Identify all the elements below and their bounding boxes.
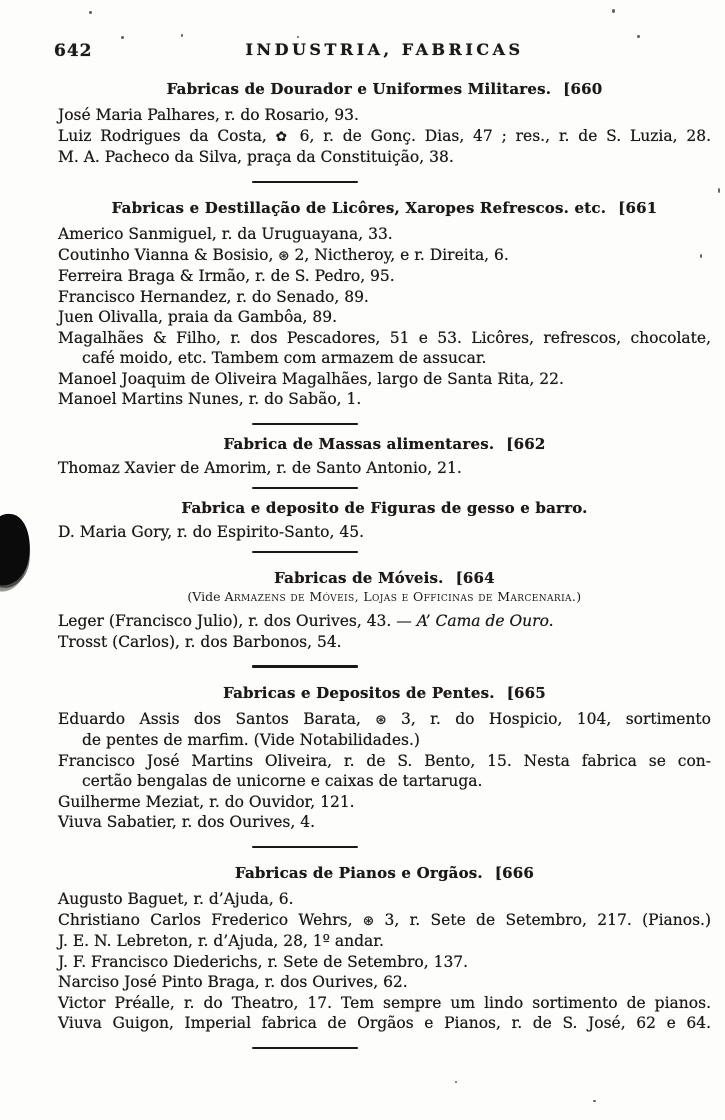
directory-entry bbox=[58, 952, 711, 973]
section-divider bbox=[252, 423, 358, 426]
entry-line bbox=[58, 812, 711, 833]
entry-line bbox=[58, 993, 711, 1014]
text-segment: José Maria Palhares, r. do Rosario, 93. bbox=[58, 106, 359, 124]
scan-speck bbox=[121, 36, 124, 39]
scan-speck bbox=[637, 35, 640, 38]
directory-entry bbox=[58, 224, 711, 245]
entry-line bbox=[58, 632, 711, 653]
masthead bbox=[54, 40, 711, 64]
text-segment: J. F. Francisco Diederichs, r. Sete de Setembro, 137. bbox=[58, 952, 469, 971]
text-segment: — A’ Cama de Ouro. bbox=[396, 612, 554, 630]
entry-line bbox=[58, 730, 711, 751]
section-ref-number: [666 bbox=[494, 864, 535, 882]
text-segment: Manoel Joaquim de Oliveira Magalhães, largo de Santa Rita, 22. bbox=[58, 369, 564, 388]
text-segment: Coutinho Vianna & Bosisio, bbox=[58, 245, 279, 264]
directory-entry bbox=[58, 972, 711, 993]
text-segment: Magalhães & Filho, r. dos Pescadores, 51 e 53. Licôres, refrescos, chocolate, bbox=[58, 328, 711, 347]
scan-speck bbox=[593, 1100, 596, 1102]
text-segment: Manoel Martins Nunes, r. do Sabão, 1. bbox=[58, 390, 362, 408]
entry-line bbox=[58, 709, 711, 731]
section-divider bbox=[252, 181, 358, 184]
section-title: Fabrica de Massas alimentares. bbox=[223, 435, 495, 453]
text-segment: Trosst (Carlos), r. dos Barbonos, 54. bbox=[58, 632, 342, 651]
section-title: Fabricas e Depositos de Pentes. bbox=[223, 683, 495, 702]
text-segment: café moido, etc. Tambem com armazem de assucar. bbox=[82, 349, 487, 367]
entry-line bbox=[58, 287, 711, 308]
entry-line bbox=[58, 147, 711, 168]
entry-line bbox=[58, 910, 711, 932]
directory-entry bbox=[58, 369, 711, 390]
section-note-caps: Armazens de Móveis, Lojas e Officinas de Marcenaria.) bbox=[224, 589, 582, 604]
directory-entry bbox=[58, 389, 711, 410]
entry-line bbox=[58, 458, 711, 479]
directory-entry bbox=[58, 458, 711, 479]
text-segment: Guilherme Meziat, r. do Ouvidor, 121. bbox=[58, 792, 355, 811]
text-segment: Juen Olivalla, praia da Gambôa, 89. bbox=[58, 308, 338, 326]
section-heading bbox=[58, 199, 711, 217]
entry-line bbox=[58, 931, 711, 952]
directory-section bbox=[58, 199, 711, 425]
entry-line bbox=[58, 266, 711, 287]
section-divider bbox=[252, 551, 358, 554]
text-segment: Christiano Carlos Frederico Wehrs, bbox=[58, 910, 363, 929]
text-segment: 3, r. Sete de Setembro, 217. (Pianos.) bbox=[374, 910, 712, 929]
text-segment: Ferreira Braga & Irmão, r. de S. Pedro, 95. bbox=[58, 267, 395, 285]
directory-section bbox=[58, 80, 711, 183]
section-entries bbox=[58, 611, 711, 652]
section-entries bbox=[58, 458, 711, 479]
section-heading bbox=[58, 80, 711, 98]
entry-line bbox=[58, 952, 711, 973]
text-segment: Francisco José Martins Oliveira, r. de S. Bento, 15. Nesta fabrica se con- bbox=[58, 751, 711, 770]
scan-speck bbox=[181, 34, 183, 37]
text-segment: Thomaz Xavier de Amorim, r. de Santo Antonio, 21. bbox=[58, 459, 462, 477]
entry-line bbox=[58, 328, 711, 349]
text-segment: de pentes de marfim. (Vide Notabilidades.) bbox=[82, 731, 420, 749]
section-divider bbox=[252, 1047, 358, 1050]
directory-entry bbox=[58, 147, 711, 168]
section-heading bbox=[58, 435, 711, 453]
section-ref-number: [660 bbox=[563, 80, 603, 98]
text-segment: 2, Nictheroy, e r. Direita, 6. bbox=[289, 245, 509, 264]
entry-line bbox=[58, 792, 711, 813]
entry-line bbox=[58, 224, 711, 245]
entry-line bbox=[58, 972, 711, 993]
directory-entry bbox=[58, 126, 711, 148]
entry-line bbox=[58, 307, 711, 328]
directory-section bbox=[58, 864, 711, 1049]
text-segment: Francisco Hernandez, r. do Senado, 89. bbox=[58, 287, 369, 306]
section-title: Fabricas de Pianos e Orgãos. bbox=[234, 864, 483, 882]
sections bbox=[58, 80, 711, 1049]
entry-line bbox=[58, 126, 711, 148]
directory-section bbox=[58, 499, 711, 553]
section-ref-number: [662 bbox=[506, 435, 546, 453]
directory-entry bbox=[58, 792, 711, 813]
scan-speck bbox=[700, 254, 702, 258]
text-segment: Americo Sanmiguel, r. da Uruguayana, 33. bbox=[58, 225, 393, 243]
text-segment: Narciso José Pinto Braga, r. dos Ourives, 62. bbox=[58, 973, 408, 991]
entry-line bbox=[58, 369, 711, 390]
entry-line bbox=[58, 245, 711, 267]
section-title: Fabricas de Móveis. bbox=[274, 569, 444, 587]
entry-line bbox=[58, 751, 711, 772]
section-note-lead: (Vide bbox=[187, 589, 225, 604]
section-title: Fabricas de Dourador e Uniformes Militares. bbox=[166, 80, 552, 98]
entry-line bbox=[58, 611, 711, 632]
rosette-ornament-icon: ✿ bbox=[275, 128, 291, 145]
entry-line bbox=[58, 889, 711, 910]
section-entries bbox=[58, 522, 711, 543]
directory-entry bbox=[58, 910, 711, 932]
directory-section bbox=[58, 435, 711, 489]
text-segment: Luiz Rodrigues da Costa, bbox=[58, 126, 276, 145]
section-ref-number: [664 bbox=[455, 569, 495, 587]
scan-speck bbox=[718, 188, 720, 193]
entry-line bbox=[58, 105, 711, 126]
section-entries bbox=[58, 105, 711, 168]
directory-entry bbox=[58, 1013, 711, 1034]
section-divider bbox=[252, 487, 358, 490]
directory-section bbox=[58, 684, 711, 849]
directory-section bbox=[58, 569, 711, 668]
directory-entry bbox=[58, 993, 711, 1014]
text-segment: M. A. Pacheco da Silva, praça da Constituição, 38. bbox=[58, 148, 454, 166]
entry-line bbox=[58, 389, 711, 410]
running-title: INDUSTRIA, FABRICAS bbox=[245, 40, 524, 59]
section-title: Fabricas e Destillação de Licôres, Xaropes Refrescos. etc. bbox=[111, 199, 607, 217]
section-ref-number: [661 bbox=[618, 199, 658, 217]
section-title: Fabrica e deposito de Figuras de gesso e barro. bbox=[181, 499, 588, 517]
section-divider bbox=[252, 665, 358, 668]
directory-entry bbox=[58, 812, 711, 833]
text-segment: J. E. N. Lebreton, r. d’Ajuda, 28, 1º andar. bbox=[58, 932, 384, 950]
scan-speck bbox=[612, 9, 615, 13]
medal-ornament-icon: ⊛ bbox=[375, 711, 387, 728]
text-segment: Victor Préalle, r. do Theatro, 17. Tem sempre um lindo sortimento de pianos. bbox=[58, 993, 711, 1012]
text-segment: Eduardo Assis dos Santos Barata, bbox=[58, 709, 376, 728]
section-note bbox=[58, 589, 711, 604]
directory-entry bbox=[58, 266, 711, 287]
directory-entry bbox=[58, 287, 711, 308]
section-entries bbox=[58, 889, 711, 1034]
directory-entry bbox=[58, 889, 711, 910]
directory-entry bbox=[58, 931, 711, 952]
section-divider bbox=[252, 846, 358, 849]
directory-entry bbox=[58, 328, 711, 369]
directory-entry bbox=[58, 307, 711, 328]
directory-entry bbox=[58, 522, 711, 543]
directory-entry bbox=[58, 105, 711, 126]
text-segment: Viuva Guigon, Imperial fabrica de Orgãos e Pianos, r. de S. José, 62 e 64. bbox=[58, 1014, 711, 1032]
directory-entry bbox=[58, 709, 711, 751]
text-segment: certão bengalas de unicorne e caixas de tartaruga. bbox=[82, 772, 483, 790]
scan-speck bbox=[297, 36, 299, 38]
text-segment: D. Maria Gory, r. do Espirito-Santo, 45. bbox=[58, 523, 365, 541]
directory-entry bbox=[58, 611, 711, 632]
section-entries bbox=[58, 224, 711, 410]
section-heading bbox=[58, 569, 711, 587]
text-segment: Viuva Sabatier, r. dos Ourives, 4. bbox=[58, 813, 316, 831]
section-heading bbox=[58, 864, 711, 882]
section-ref-number: [665 bbox=[506, 683, 546, 702]
directory-entry bbox=[58, 751, 711, 792]
page-number: 642 bbox=[54, 41, 93, 61]
directory-entry bbox=[58, 632, 711, 653]
section-heading bbox=[58, 499, 711, 517]
medal-ornament-icon: ⊛ bbox=[278, 247, 290, 264]
entry-line bbox=[58, 522, 711, 543]
section-entries bbox=[58, 709, 711, 833]
entry-line bbox=[58, 348, 711, 369]
text-segment: 6, r. de Gonç. Dias, 47 ; res., r. de S. Luzia, 28. bbox=[290, 126, 712, 145]
medal-ornament-icon: ⊛ bbox=[362, 912, 375, 929]
entry-line bbox=[58, 771, 711, 792]
section-heading bbox=[58, 684, 711, 702]
text-segment: 3, r. do Hospicio, 104, sortimento bbox=[386, 709, 711, 728]
text-segment: Augusto Baguet, r. d’Ajuda, 6. bbox=[58, 890, 294, 908]
entry-line bbox=[58, 1013, 711, 1034]
scan-speck bbox=[455, 1081, 457, 1083]
directory-entry bbox=[58, 245, 711, 267]
scan-speck bbox=[89, 11, 92, 14]
text-segment: Leger (Francisco Julio), r. dos Ourives, 43. bbox=[58, 612, 397, 630]
